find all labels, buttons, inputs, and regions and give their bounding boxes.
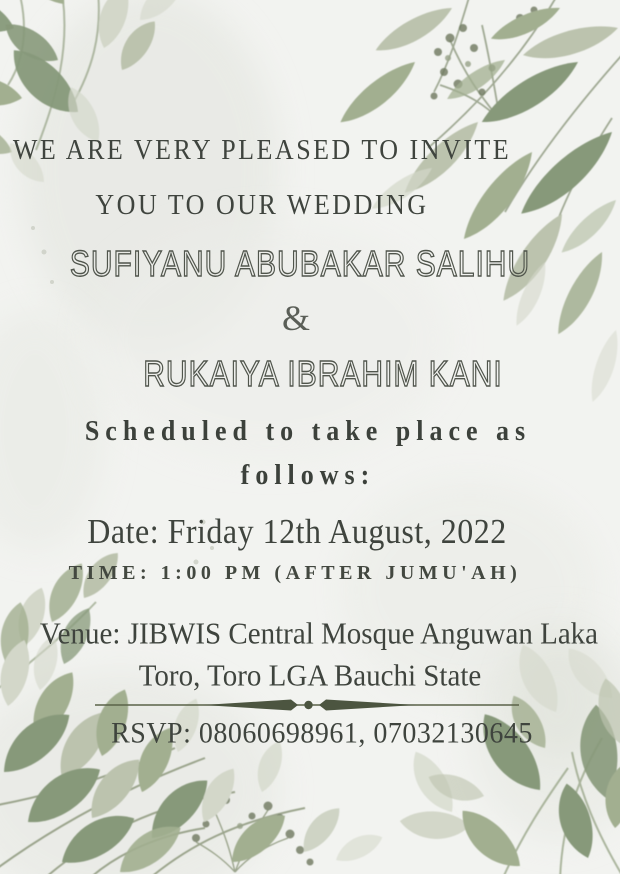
schedule-line-2: follows:: [240, 458, 376, 491]
venue-line-2: Toro, Toro LGA Bauchi State: [138, 659, 482, 693]
groom-name: SUFIYANU ABUBAKAR SALIHU: [69, 244, 531, 285]
bride-name: RUKAIYA IBRAHIM KANI: [143, 354, 503, 395]
rsvp-line: RSVP: 08060698961, 07032130645: [111, 717, 533, 750]
venue-line-1: Venue: JIBWIS Central Mosque Anguwan Laka: [39, 617, 599, 651]
intro-line-2: YOU TO OUR WEDDING: [95, 188, 429, 221]
intro-line-1: WE ARE VERY PLEASED TO INVITE: [12, 133, 512, 166]
ampersand: &: [281, 298, 310, 338]
time-line: TIME: 1:00 PM (AFTER JUMU'AH): [68, 562, 522, 584]
date-line: Date: Friday 12th August, 2022: [87, 511, 507, 551]
schedule-line-1: Scheduled to take place as: [84, 414, 532, 447]
